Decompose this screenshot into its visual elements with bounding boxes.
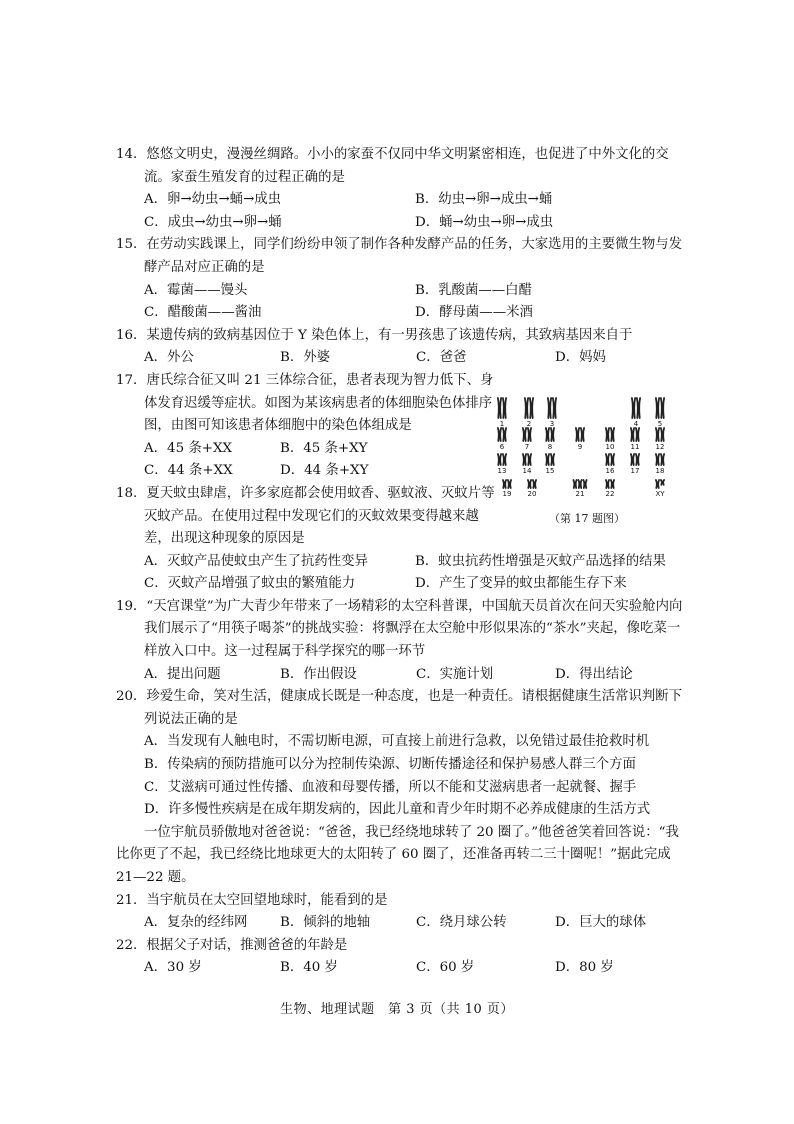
chromosome-label: 15 xyxy=(545,467,555,475)
question-stem: 19．“天宫课堂”为广大青少年带来了一场精彩的太空科普课，中国航天员首次在问天实验舱内向我们展示了“用筷子喝茶”的挑战实验：将飘浮在太空舱中形似果冻的“茶水”夹起，像吃菜一样放入口中。这一过程属于科学探究的哪一环节 xyxy=(116,598,683,660)
option-b: B．传染病的预防措施可以分为控制传染源、切断传播途径和保护易感人群三个方面 xyxy=(144,757,636,773)
chromosome xyxy=(573,480,576,488)
chromosome xyxy=(631,454,634,465)
chromosome xyxy=(636,454,639,465)
chromosome-label: 22 xyxy=(605,490,615,498)
chromosome-pair xyxy=(528,480,536,488)
chromosome-label: 1 xyxy=(499,420,505,428)
question-14 xyxy=(116,144,686,234)
option-b: B．外婆 xyxy=(280,350,331,366)
chromosome xyxy=(656,428,659,441)
chromosome-label: 2 xyxy=(526,420,532,428)
chromosome-label: 4 xyxy=(633,420,639,428)
chromosome xyxy=(508,480,511,488)
option-b: B．倾斜的地轴 xyxy=(280,915,371,931)
question-stem: 14．悠悠文明史，漫漫丝绸路。小小的家蚕不仅同中华文明紧密相连，也促进了中外文化的交流。家蚕生殖发育的过程正确的是 xyxy=(116,147,669,185)
chromosome xyxy=(606,454,609,465)
option-d: D．蛹→幼虫→卵→成虫 xyxy=(415,214,554,230)
question-stem: 20．珍爱生命，笑对生活，健康成长既是一种态度，也是一种责任。请根据健康生活常识判断下列说法正确的是 xyxy=(116,689,683,727)
chromosome xyxy=(656,454,659,465)
chromosome xyxy=(528,428,531,441)
question-21 xyxy=(116,890,686,935)
chromosome xyxy=(632,398,635,418)
chromosome-label: 12 xyxy=(655,443,665,451)
chromosome-pair xyxy=(656,454,664,465)
chromosome-pair xyxy=(525,398,533,418)
option-d: D．酵母菌——米酒 xyxy=(415,305,533,321)
option-c: C．艾滋病可通过性传播、血液和母婴传播，所以不能和艾滋病患者一起就餐、握手 xyxy=(144,779,637,795)
page-footer: 生物、地理试题 第 3 页（共 10 页） xyxy=(280,1002,514,1017)
question-19 xyxy=(116,596,686,686)
chromosome-pair xyxy=(631,428,639,441)
option-d: D．得出结论 xyxy=(555,666,633,682)
option-c: C．灭蚊产品增强了蚊虫的繁殖能力 xyxy=(144,576,356,592)
chromosome xyxy=(551,428,554,441)
option-a: A．卵→幼虫→蛹→成虫 xyxy=(144,192,282,208)
chromosome xyxy=(656,480,659,488)
question-area xyxy=(116,144,686,980)
chromosome-label: 9 xyxy=(577,443,583,451)
question-20 xyxy=(116,686,686,822)
chromosome xyxy=(576,428,579,441)
karyotype-image xyxy=(492,390,682,510)
chromosome xyxy=(636,428,639,441)
chromosome xyxy=(503,428,506,441)
chromosome-pair xyxy=(498,454,506,465)
question-stem: 17．唐氏综合征又叫 21 三体综合征，患者表现为智力低下、身体发育迟缓等症状。如图为某该病患者的体细胞染色体排序图，由图可知该患者体细胞中的染色体组成是 xyxy=(116,372,494,434)
option-b: B．蚊虫抗药性增强是灭蚊产品选择的结果 xyxy=(415,553,666,569)
chromosome xyxy=(578,480,581,488)
chromosome xyxy=(606,480,609,488)
chromosome-label: 16 xyxy=(605,467,615,475)
chromosome-label: 17 xyxy=(630,467,640,475)
question-stem: 15．在劳动实践课上，同学们纷纷申领了制作各种发酵产品的任务，大家选用的主要微生物与发酵产品对应正确的是 xyxy=(116,237,683,275)
chromosome xyxy=(551,454,554,465)
question-22 xyxy=(116,935,686,980)
chromosome-pair xyxy=(523,428,531,441)
option-a: A．霉菌——馒头 xyxy=(144,282,248,298)
option-c: C．实施计划 xyxy=(416,666,494,682)
chromosome xyxy=(528,454,531,465)
option-a: A．复杂的经纬网 xyxy=(144,915,248,931)
question-16 xyxy=(116,325,686,370)
chromosome xyxy=(611,428,614,441)
chromosome xyxy=(553,398,556,418)
chromosome-label: 7 xyxy=(524,443,530,451)
option-b: B．45 条+XY xyxy=(280,440,368,456)
question-stem: 22．根据父子对话，推测爸爸的年龄是 xyxy=(116,937,348,953)
chromosome xyxy=(525,398,528,418)
option-c: C．成虫→幼虫→卵→蛹 xyxy=(144,214,282,230)
chromosome xyxy=(523,428,526,441)
chromosome-pair xyxy=(606,454,614,465)
chromosome-pair xyxy=(632,398,640,418)
chromosome-label: 13 xyxy=(497,467,507,475)
reading-passage: 一位宇航员骄傲地对爸爸说：“爸爸，我已经绕地球转了 20 圈了。”他爸爸笑着回答说：“我比你更了不起，我已经绕比地球更大的太阳转了 60 圈了，还准备再转二三十圈呢！”据此完成 21—22 题。 xyxy=(116,824,679,885)
chromosome-label: 3 xyxy=(549,420,555,428)
chromosome xyxy=(606,428,609,441)
option-a: A．30 岁 xyxy=(144,960,202,976)
chromosome-pair xyxy=(523,454,531,465)
chromosome xyxy=(533,480,536,488)
chromosome xyxy=(583,480,586,488)
option-a: A．当发现有人触电时，不需切断电源，可直接上前进行急救，以免错过最佳抢救时机 xyxy=(144,734,650,750)
chromosome-label: 6 xyxy=(499,443,505,451)
chromosome-label: 14 xyxy=(522,467,532,475)
chromosome xyxy=(637,398,640,418)
chromosome-pair xyxy=(606,480,614,488)
chromosome-pair xyxy=(573,480,586,488)
chromosome-label: 18 xyxy=(655,467,665,475)
chromosome xyxy=(498,398,501,418)
chromosome xyxy=(503,480,506,488)
chromosome-pair xyxy=(503,480,511,488)
option-d: D．许多慢性疾病是在成年期发病的，因此儿童和青少年时期不必养成健康的生活方式 xyxy=(144,802,651,818)
chromosome-pair xyxy=(656,398,664,418)
option-a: A．45 条+XX xyxy=(144,440,233,456)
chromosome xyxy=(631,428,634,441)
chromosome xyxy=(503,454,506,465)
chromosome xyxy=(503,398,506,418)
chromosome xyxy=(661,454,664,465)
figure-caption: （第 17 题图） xyxy=(549,512,625,525)
chromosome-pair xyxy=(631,454,639,465)
option-b: B．乳酸菌——白醋 xyxy=(415,282,532,298)
chromosome xyxy=(611,454,614,465)
chromosome-pair xyxy=(546,454,554,465)
question-stem: 21．当宇航员在太空回望地球时，能看到的是 xyxy=(116,892,388,908)
question-stem: 16．某遗传病的致病基因位于 Y 染色体上，有一男孩患了该遗传病，其致病基因来自于 xyxy=(116,327,633,343)
chromosome xyxy=(661,480,664,485)
option-c: C．绕月球公转 xyxy=(416,915,507,931)
chromosome-pair xyxy=(498,428,506,441)
chromosome xyxy=(530,398,533,418)
chromosome-label: 20 xyxy=(527,490,537,498)
chromosome xyxy=(581,428,584,441)
option-b: B．幼虫→卵→成虫→蛹 xyxy=(415,192,553,208)
chromosome xyxy=(546,454,549,465)
chromosome xyxy=(528,480,531,488)
chromosome-pair xyxy=(656,428,664,441)
option-d: D．产生了变异的蚊虫都能生存下来 xyxy=(415,576,627,592)
chromosome-label: 10 xyxy=(605,443,615,451)
chromosome xyxy=(661,428,664,441)
option-d: D．巨大的球体 xyxy=(555,915,647,931)
option-b: B．作出假设 xyxy=(280,666,357,682)
chromosome-label: XY xyxy=(655,490,665,498)
chromosome-pair xyxy=(576,428,584,441)
chromosome-pair xyxy=(606,428,614,441)
chromosome-pair xyxy=(548,398,556,418)
option-c: C．60 岁 xyxy=(416,960,475,976)
chromosome xyxy=(498,454,501,465)
chromosome-label: 5 xyxy=(657,420,663,428)
option-c: C．44 条+XX xyxy=(144,463,233,479)
chromosome-pair xyxy=(656,480,664,488)
chromosome xyxy=(523,454,526,465)
chromosome-label: 21 xyxy=(575,490,585,498)
chromosome xyxy=(611,480,614,488)
chromosome xyxy=(661,398,664,418)
option-c: C．醋酸菌——酱油 xyxy=(144,305,262,321)
option-d: D．44 条+XY xyxy=(280,463,369,479)
option-d: D．80 岁 xyxy=(555,960,614,976)
chromosome xyxy=(498,428,501,441)
chromosome-pair xyxy=(546,428,554,441)
option-a: A．灭蚊产品使蚊虫产生了抗药性变异 xyxy=(144,553,368,569)
chromosome-label: 8 xyxy=(547,443,553,451)
chromosome-pair xyxy=(498,398,506,418)
chromosome-label: 19 xyxy=(502,490,512,498)
chromosome xyxy=(546,428,549,441)
chromosome xyxy=(548,398,551,418)
karyotype-figure xyxy=(492,390,682,530)
chromosome-label: 11 xyxy=(630,443,640,451)
question-stem: 18．夏天蚊虫肆虐，许多家庭都会使用蚊香、驱蚊液、灭蚊片等灭蚊产品。在使用过程中发现它们的灭蚊效果变得越来越差，出现这种现象的原因是 xyxy=(116,485,495,547)
chromosome xyxy=(656,398,659,418)
option-a: A．提出问题 xyxy=(144,666,221,682)
option-c: C．爸爸 xyxy=(416,350,467,366)
question-15 xyxy=(116,234,686,324)
option-a: A．外公 xyxy=(144,350,194,366)
option-b: B．40 岁 xyxy=(280,960,338,976)
option-d: D．妈妈 xyxy=(555,350,606,366)
